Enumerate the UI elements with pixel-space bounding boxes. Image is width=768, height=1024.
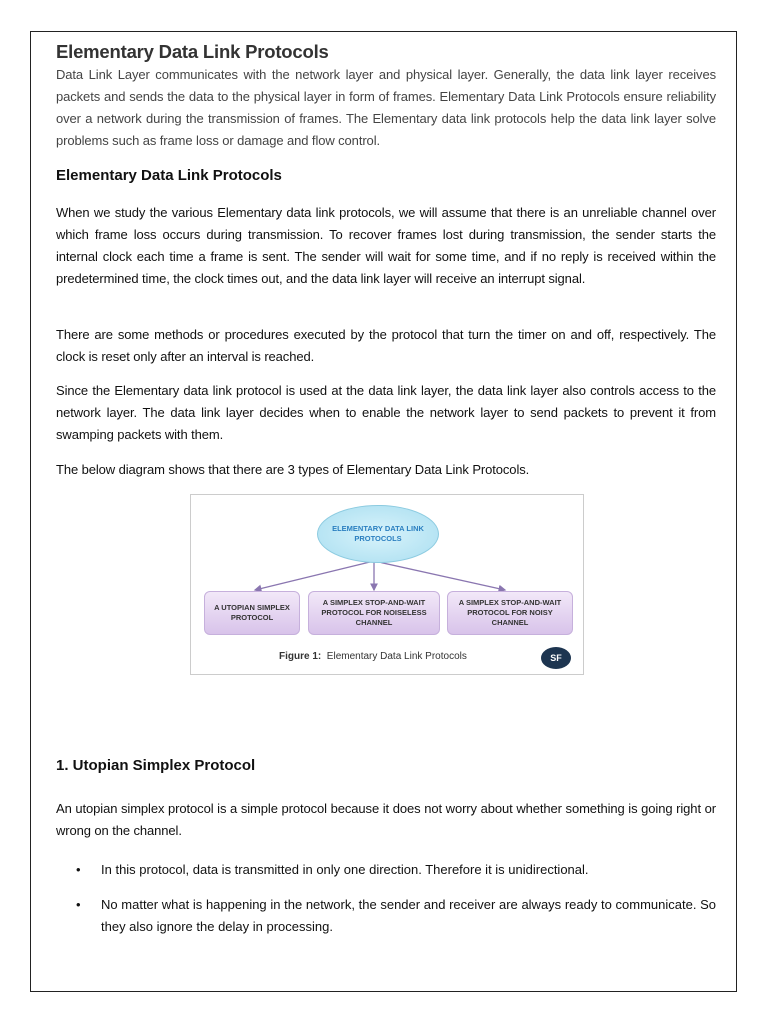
paragraph: The below diagram shows that there are 3 types of Elementary Data Link Protocols. <box>56 462 530 477</box>
caption-label: Figure 1: <box>279 651 322 662</box>
paragraph: There are some methods or procedures executed by the protocol that turn the timer on and off, respectively. The clock is reset only after an interval is reached. <box>56 327 716 364</box>
paragraph: An utopian simplex protocol is a simple protocol because it does not worry about whether something is going right or wrong on the channel. <box>56 801 716 838</box>
section-1-heading: 1. Utopian Simplex Protocol <box>56 757 256 774</box>
bullet-item <box>76 859 716 881</box>
bullet-item <box>76 894 716 938</box>
sf-logo: SF <box>541 647 571 669</box>
figure-diagram <box>190 494 584 675</box>
bullet-icon: • <box>76 897 81 912</box>
paragraph: When we study the various Elementary data link protocols, we will assume that there is an unreliable channel over which frame loss occurs during transmission. To recover frames lost during transmission, the sender starts the internal clock each time a frame is sent. The sender will wait for some time, and if no reply is received within the predetermined time, the clock times out, and the data link layer will receive an interrupt signal. <box>56 205 716 286</box>
page-title: Elementary Data Link Protocols <box>56 41 329 62</box>
bullet-icon: • <box>76 862 81 877</box>
caption-text: Elementary Data Link Protocols <box>326 651 467 662</box>
diagram-node-noisy: A SIMPLEX STOP-AND-WAIT PROTOCOL FOR NOISY CHANNEL <box>447 591 573 635</box>
diagram-node-utopian: A UTOPIAN SIMPLEX PROTOCOL <box>204 591 300 635</box>
figure-caption <box>279 651 467 662</box>
intro-paragraph: Data Link Layer communicates with the network layer and physical layer. Generally, the data link layer receives packets and sends the data to the physical layer in form of frames. Elementary Data Link Protocols ensure reliability over a network during the transmission of frames. The Elementary data link protocols help the data link layer solve problems such as frame loss or damage and flow control. <box>56 67 716 148</box>
diagram-node-noiseless: A SIMPLEX STOP-AND-WAIT PROTOCOL FOR NOISELESS CHANNEL <box>308 591 440 635</box>
bullet-text: In this protocol, data is transmitted in only one direction. Therefore it is unidirectional. <box>101 862 589 877</box>
section-heading: Elementary Data Link Protocols <box>56 167 282 184</box>
diagram-root-node: ELEMENTARY DATA LINK PROTOCOLS <box>317 505 439 563</box>
paragraph: Since the Elementary data link protocol is used at the data link layer, the data link layer also controls access to the network layer. The data link layer decides when to enable the network layer to send packets to prevent it from swamping packets with them. <box>56 383 716 442</box>
bullet-text: No matter what is happening in the network, the sender and receiver are always ready to communicate. So they also ignore the delay in processing. <box>101 897 716 934</box>
